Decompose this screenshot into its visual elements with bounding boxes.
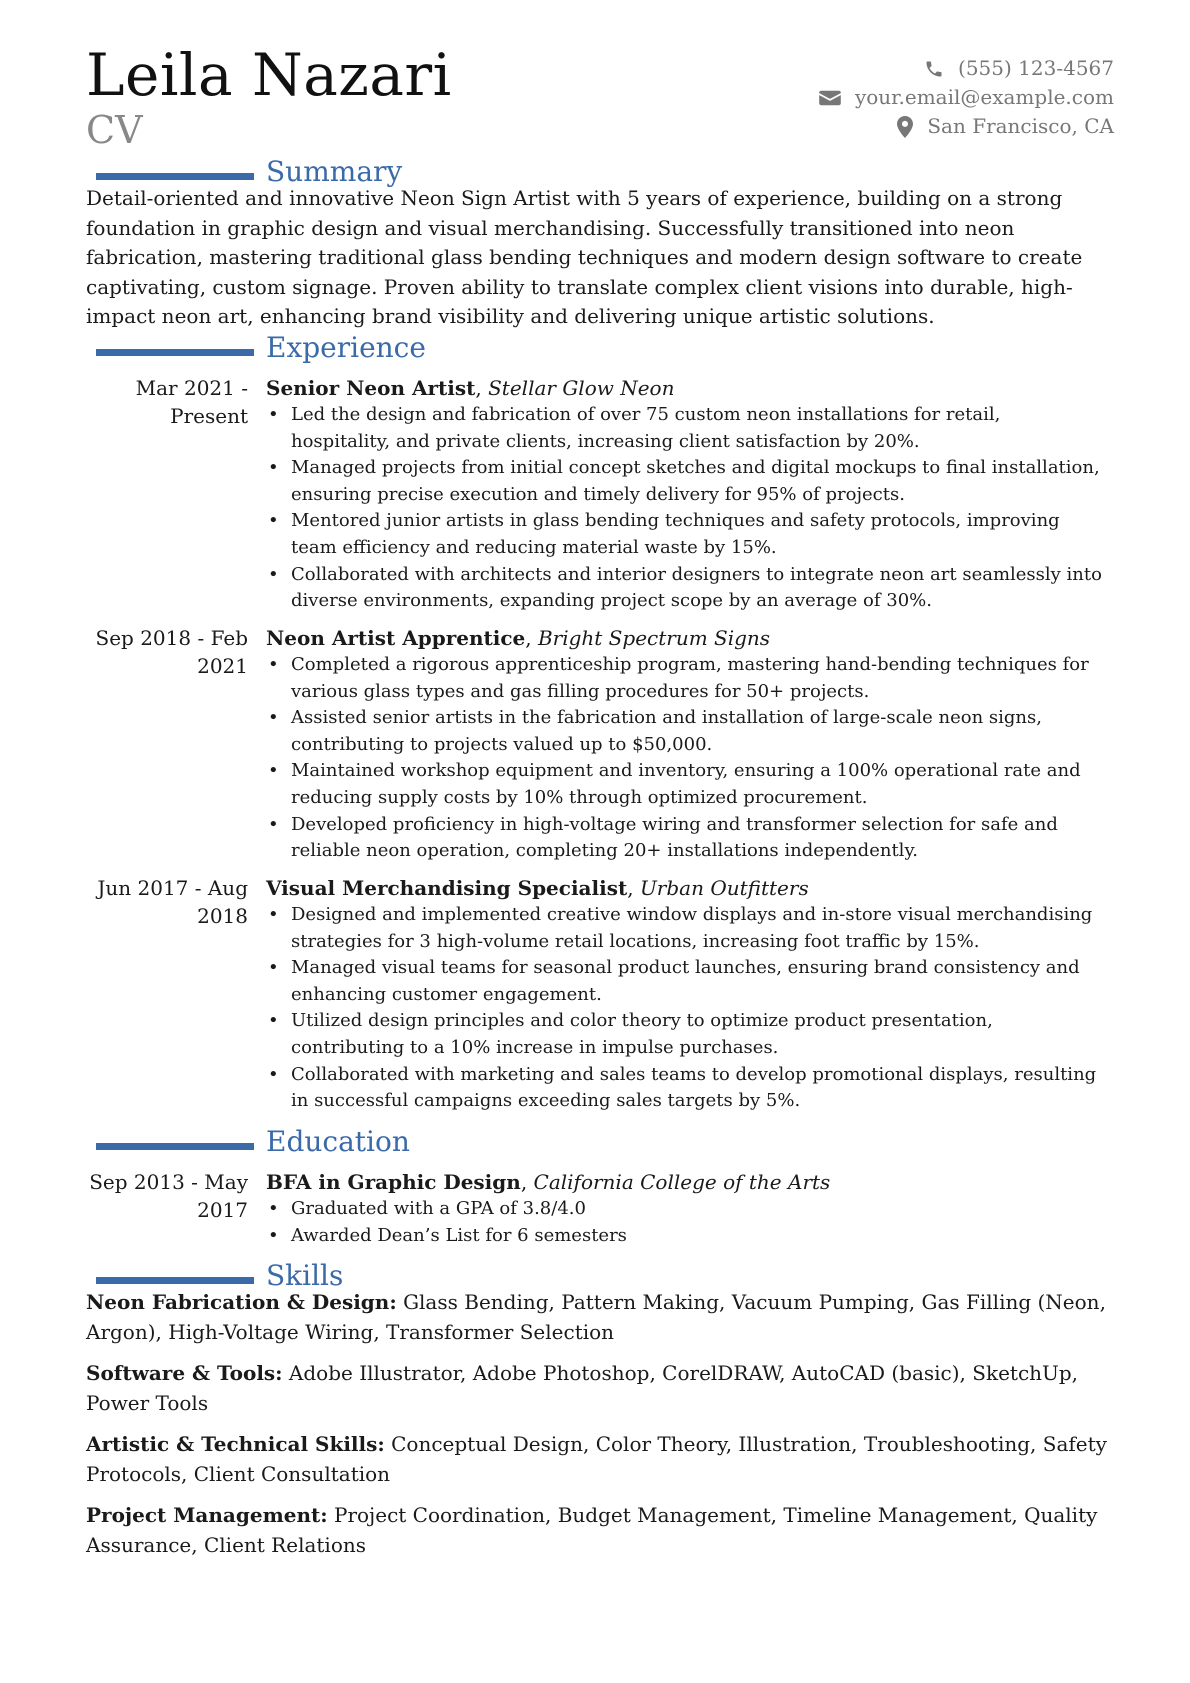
list-item: • Led the design and fabrication of over 75 custom neon installations for retail, hospitality, and private clients, increasing client satisfaction by 20%.	[266, 402, 1104, 455]
job-date-end: Present	[170, 404, 248, 428]
section-accent-bar	[96, 1143, 254, 1150]
job-title: Visual Merchandising Specialist	[266, 876, 628, 900]
degree: BFA in Graphic Design	[266, 1170, 521, 1194]
summary-text: Detail-oriented and innovative Neon Sign Artist with 5 years of experience, building on a strong foundation in graphic design and visual merchandising. Successfully transitioned into neon fabrication, mastering traditional glass bending techniques and modern design software to create captivating, custom signage. Proven ability to translate complex client visions into durable, high-impact neon art, enhancing brand visibility and delivering unique artistic solutions.	[86, 186, 1083, 329]
job-title: Neon Artist Apprentice	[266, 626, 526, 650]
school: California College of the Arts	[533, 1170, 831, 1194]
job-date-start: Mar 2021 -	[135, 376, 248, 400]
job-company: Bright Spectrum Signs	[537, 626, 771, 650]
phone-icon	[924, 59, 944, 79]
list-item: • Managed projects from initial concept sketches and digital mockups to final installation, ensuring precise execution and timely delivery for 95% of projects.	[266, 455, 1104, 508]
list-item: • Collaborated with architects and interior designers to integrate neon art seamlessly into diverse environments, expanding project scope by an average of 30%.	[266, 562, 1104, 615]
section-accent-bar	[96, 173, 254, 180]
list-item: • Awarded Dean’s List for 6 semesters	[266, 1223, 1104, 1250]
list-item: • Maintained workshop equipment and inventory, ensuring a 100% operational rate and reducing supply costs by 10% through optimized procurement.	[266, 758, 1104, 811]
list-item: • Assisted senior artists in the fabrication and installation of large-scale neon signs, contributing to projects valued up to $50,000.	[266, 705, 1104, 758]
document-type: CV	[86, 108, 143, 152]
job-company: Stellar Glow Neon	[488, 376, 675, 400]
list-item: • Graduated with a GPA of 3.8/4.0	[266, 1196, 1104, 1223]
list-item: • Designed and implemented creative window displays and in-store visual merchandising strategies for 3 high-volume retail locations, increasing foot traffic by 15%.	[266, 902, 1104, 955]
education-heading: BFA in Graphic Design, California College of the Arts	[266, 1170, 831, 1194]
skill-list: Glass Bending, Pattern Making, Vacuum Pumping, Gas Filling (Neon, Argon), High-Voltage Wiring, Transformer Selection	[86, 1290, 1106, 1344]
section-header-experience	[96, 331, 996, 365]
skill-category: Software & Tools:	[86, 1361, 283, 1385]
job-heading: Neon Artist Apprentice, Bright Spectrum Signs	[266, 626, 771, 650]
job-bullets	[266, 402, 1104, 615]
section-accent-bar	[96, 1277, 254, 1284]
list-item: • Managed visual teams for seasonal product launches, ensuring brand consistency and enhancing customer engagement.	[266, 955, 1104, 1008]
list-item: • Developed proficiency in high-voltage wiring and transformer selection for safe and reliable neon operation, completing 20+ installations independently.	[266, 812, 1104, 865]
location-text: San Francisco, CA	[927, 114, 1114, 138]
job-date	[86, 374, 248, 430]
skill-list: Project Coordination, Budget Management, Timeline Management, Quality Assurance, Client Relations	[86, 1503, 1098, 1557]
skill-row	[86, 1359, 1116, 1418]
education-date-start: Sep 2013 - May	[89, 1170, 248, 1194]
skill-row	[86, 1430, 1116, 1489]
job-title: Senior Neon Artist	[266, 376, 476, 400]
list-item: • Completed a rigorous apprenticeship program, mastering hand-bending techniques for various glass types and gas filling procedures for 50+ projects.	[266, 652, 1104, 705]
education-date	[86, 1168, 248, 1224]
education-bullets	[266, 1196, 1104, 1249]
skill-list: Adobe Illustrator, Adobe Photoshop, CorelDRAW, AutoCAD (basic), SketchUp, Power Tools	[86, 1361, 1079, 1415]
skill-category: Project Management:	[86, 1503, 328, 1527]
list-item: • Utilized design principles and color theory to optimize product presentation, contributing to a 10% increase in impulse purchases.	[266, 1008, 1104, 1061]
candidate-name: Leila Nazari	[86, 41, 452, 109]
section-header-education	[96, 1125, 996, 1159]
education-date-end: 2017	[197, 1198, 248, 1222]
map-marker-icon	[897, 116, 913, 138]
phone-number: (555) 123-4567	[958, 56, 1114, 80]
section-title-education: Education	[266, 1125, 410, 1158]
skill-list: Conceptual Design, Color Theory, Illustration, Troubleshooting, Safety Protocols, Client Consultation	[86, 1432, 1107, 1486]
job-heading: Visual Merchandising Specialist, Urban Outfitters	[266, 876, 809, 900]
job-date-end: 2021	[197, 654, 248, 678]
skill-row	[86, 1288, 1116, 1347]
skill-row	[86, 1501, 1116, 1560]
job-date-end: 2018	[197, 904, 248, 928]
job-date	[86, 874, 248, 930]
contact-location	[819, 112, 1114, 141]
section-title-summary: Summary	[266, 155, 403, 188]
job-bullets	[266, 902, 1104, 1115]
list-item: • Mentored junior artists in glass bending techniques and safety protocols, improving team efficiency and reducing material waste by 15%.	[266, 508, 1104, 561]
list-item: • Collaborated with marketing and sales teams to develop promotional displays, resulting in successful campaigns exceeding sales targets by 5%.	[266, 1062, 1104, 1115]
contact-block	[819, 54, 1114, 141]
envelope-icon	[819, 89, 841, 107]
section-accent-bar	[96, 349, 254, 356]
email-address[interactable]: your.email@example.com	[854, 85, 1114, 109]
skill-category: Artistic & Technical Skills:	[86, 1432, 385, 1456]
job-company: Urban Outfitters	[639, 876, 809, 900]
job-date	[86, 624, 248, 680]
contact-email	[819, 83, 1114, 112]
job-date-start: Sep 2018 - Feb	[95, 626, 248, 650]
job-date-start: Jun 2017 - Aug	[97, 876, 248, 900]
contact-phone	[819, 54, 1114, 83]
section-title-experience: Experience	[266, 331, 426, 364]
job-bullets	[266, 652, 1104, 865]
skill-category: Neon Fabrication & Design:	[86, 1290, 397, 1314]
job-heading: Senior Neon Artist, Stellar Glow Neon	[266, 376, 675, 400]
section-title-skills: Skills	[266, 1259, 344, 1292]
